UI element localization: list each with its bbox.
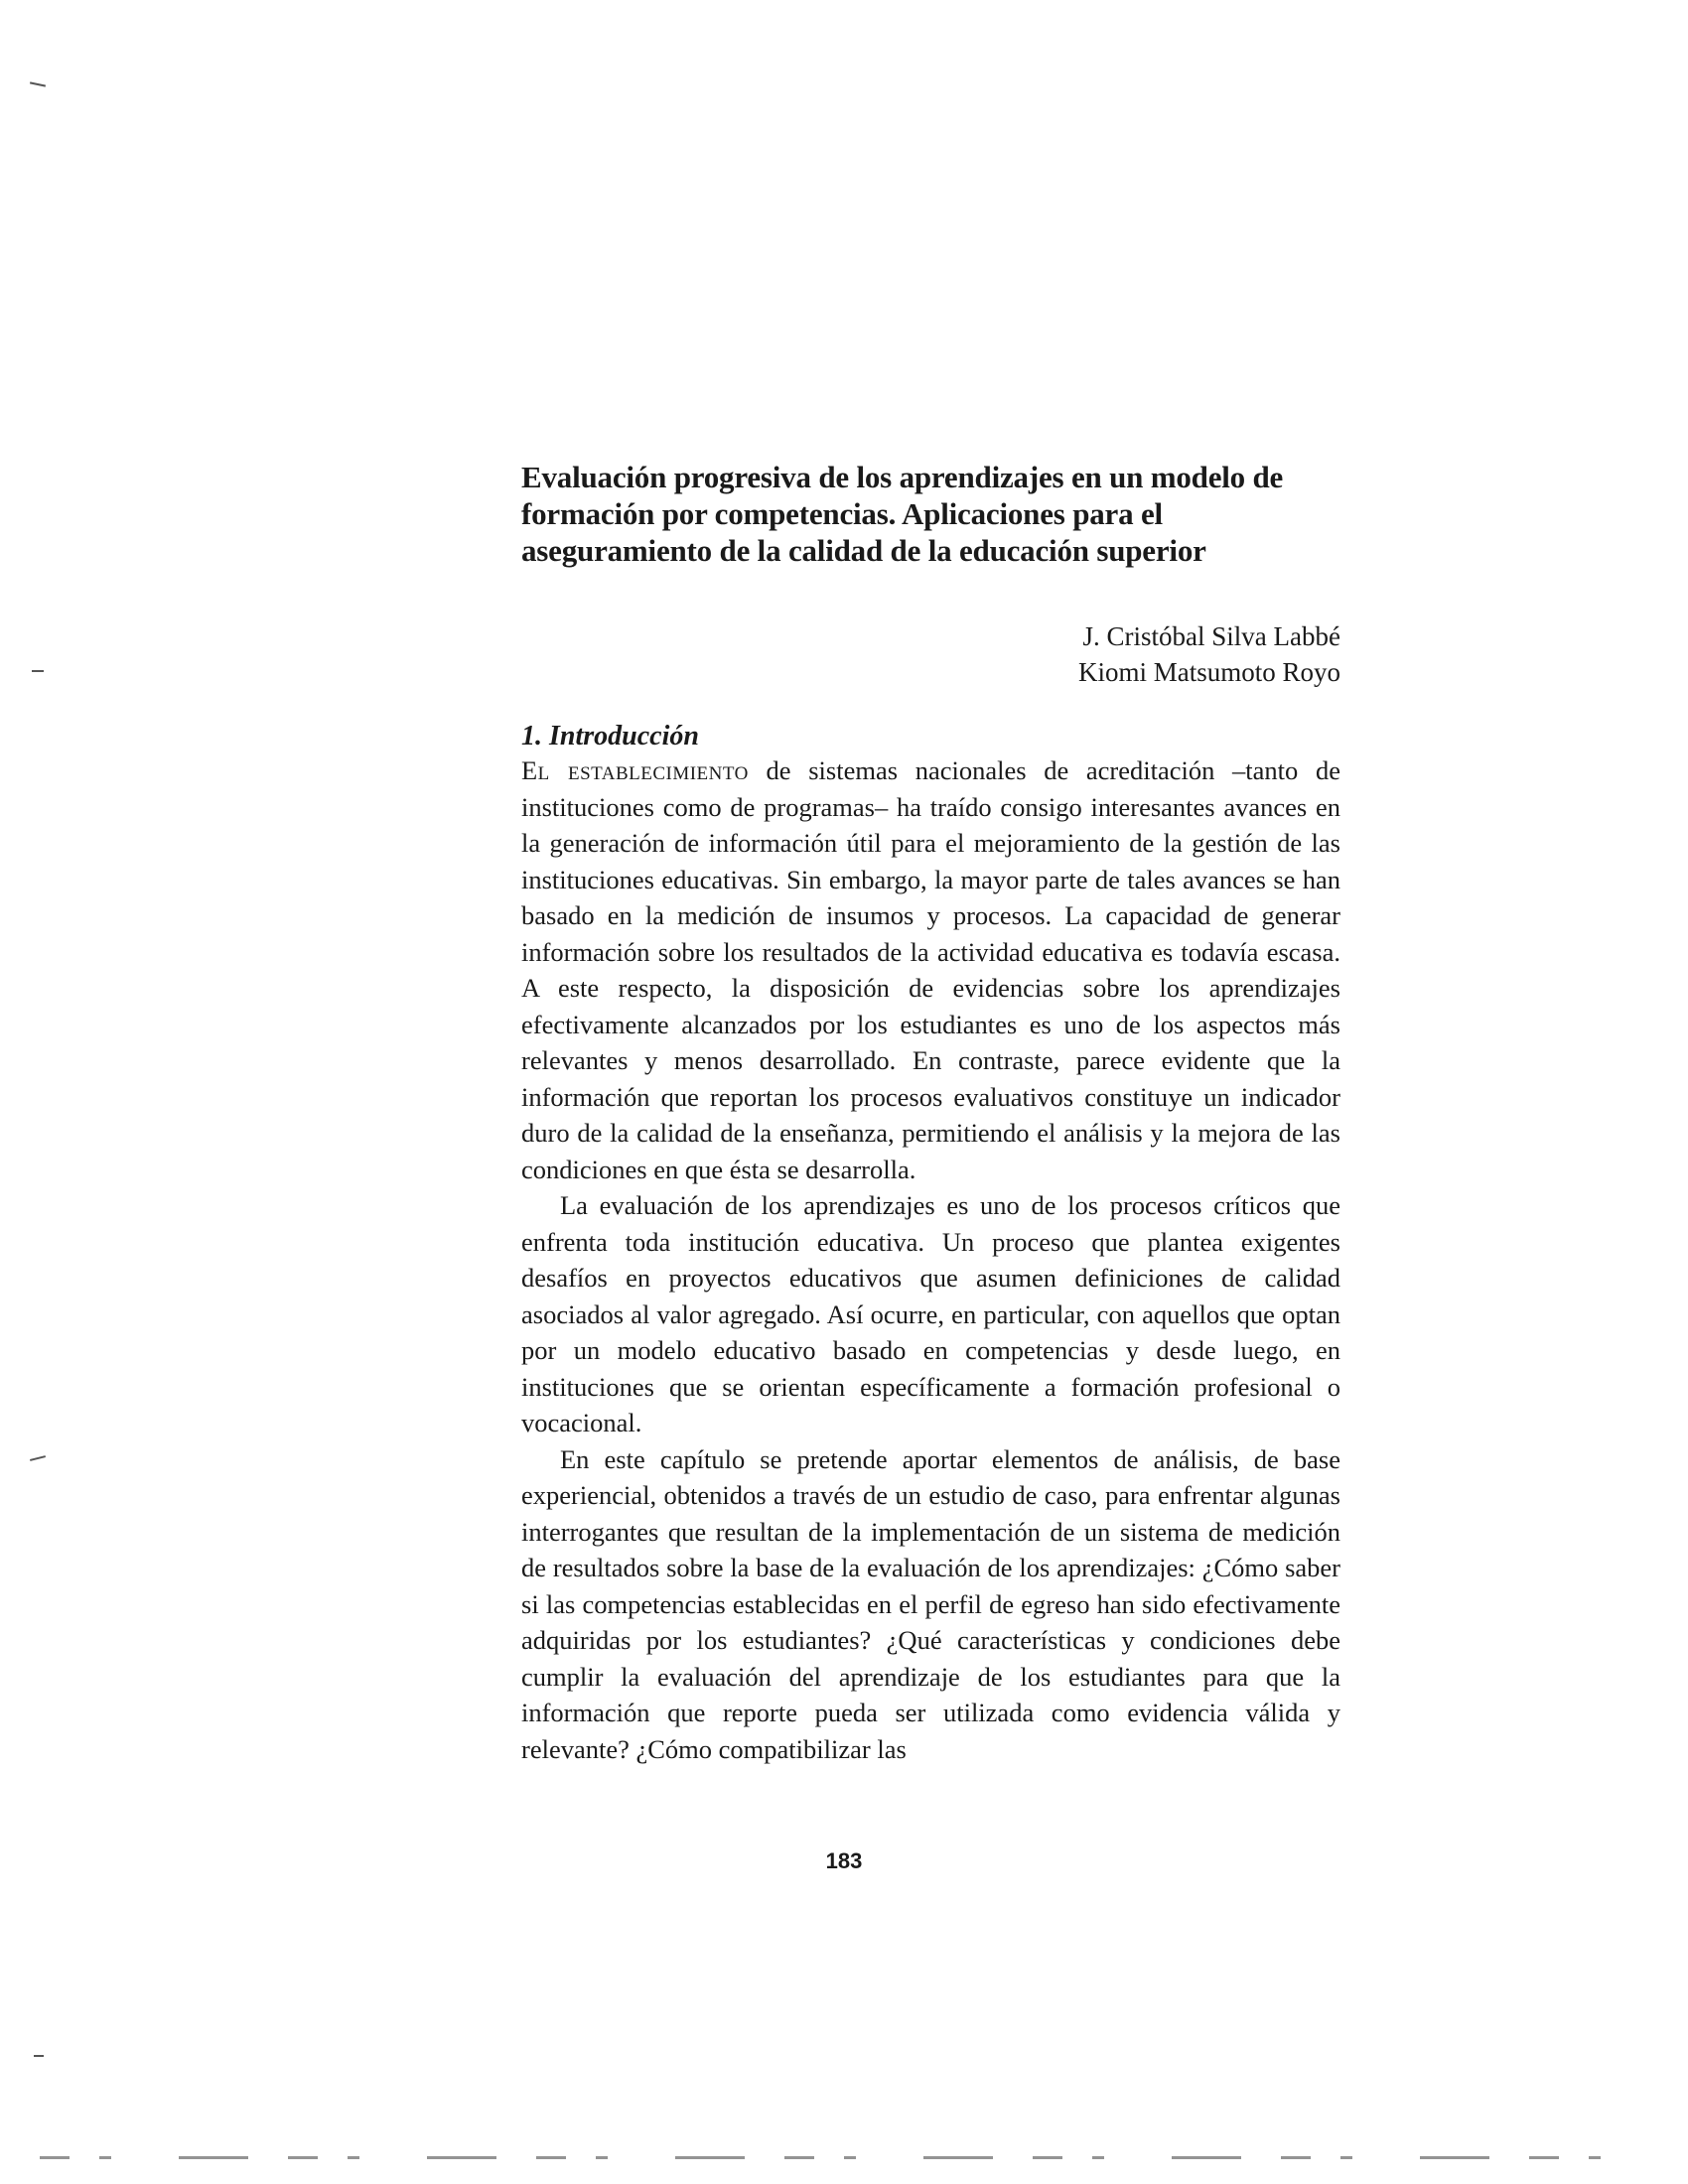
section-heading [521, 719, 1340, 754]
body-paragraph: En este capítulo se pretende aportar elementos de análisis, de base experiencial, obtenidos a través de un estudio de caso, para enfrentar algunas interrogantes que resultan de la implementación de un sistema de medición de resultados sobre la base de la evaluación de los aprendizajes: ¿Cómo saber si las competencias establecidas en el perfil de egreso han sido efectivamente adquiridas por los estudiantes? ¿Qué características y condiciones debe cumplir la evaluación del aprendizaje de los estudiantes para que la información que reporte pueda ser utilizada como evidencia válida y relevante? ¿Cómo compatibilizar las [521, 1443, 1340, 1764]
author-name: J. Cristóbal Silva Labbé [1082, 621, 1340, 651]
article-title: Evaluación progresiva de los aprendizajes en un modelo de formación por competencias. Aplicaciones para el aseguramiento de la calidad de la educación superior [521, 460, 1284, 568]
section-number: 1. [521, 721, 542, 751]
body-paragraph [521, 752, 1340, 1187]
lead-in-smallcaps: El establecimiento [521, 755, 749, 785]
author-name: Kiomi Matsumoto Royo [1077, 657, 1340, 687]
body-text [521, 752, 1340, 1767]
author-list [521, 618, 1340, 690]
paragraph-text: de sistemas nacionales de acreditación –tanto de instituciones como de programas– ha traído consigo interesantes avances en la generación de información útil para el mejoramiento de la gestión de las instituciones educativas. Sin embargo, la mayor parte de tales avances se han basado en la medición de insumos y procesos. La capacidad de generar información sobre los resultados de la actividad educativa es todavía escasa. A este respecto, la disposición de evidencias sobre los aprendizajes efectivamente alcanzados por los estudiantes es uno de los aspectos más relevantes y menos desarrollado. En contraste, parece evidente que la información que reportan los procesos evaluativos constituye un indicador duro de la calidad de la enseñanza, permitiendo el análisis y la mejora de las condiciones en que ésta se desarrolla. [521, 755, 1340, 1184]
page-number: 183 [825, 1848, 863, 1873]
body-paragraph: La evaluación de los aprendizajes es uno de los procesos críticos que enfrenta toda institución educativa. Un proceso que plantea exigentes desafíos en proyectos educativos que asumen definiciones de calidad asociados al valor agregado. Así ocurre, en particular, con aquellos que optan por un modelo educativo basado en competencias y desde luego, en instituciones que se orientan específicamente a formación profesional o vocacional. [521, 1190, 1340, 1437]
section-title: Introducción [549, 721, 699, 751]
